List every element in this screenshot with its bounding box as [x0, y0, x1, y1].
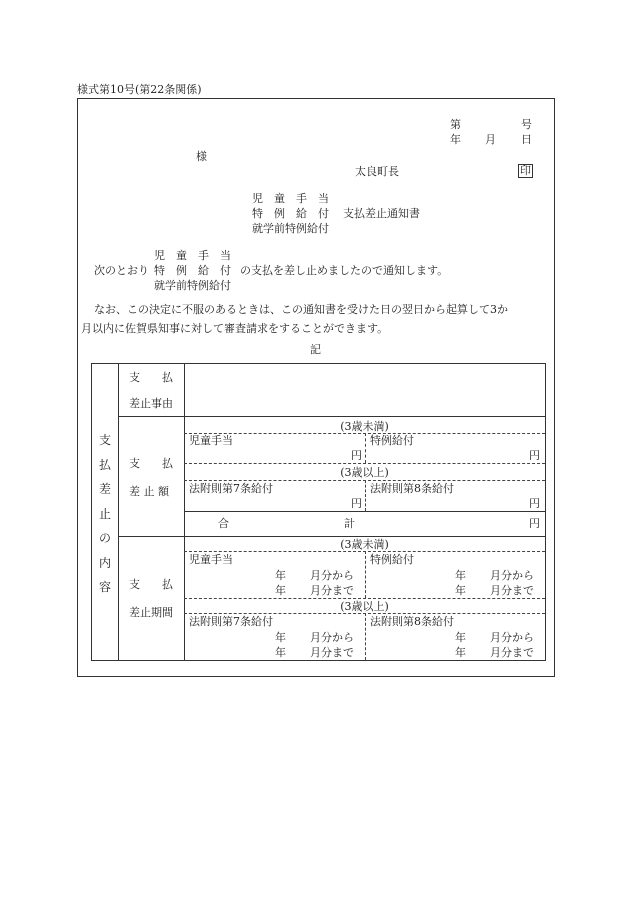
ki-heading: 記 [310, 343, 321, 356]
total-label-2: 計 [344, 517, 355, 530]
period-from-month: 月分から [310, 631, 354, 644]
period-year: 年 [455, 631, 466, 644]
side-label-char: の [98, 531, 111, 545]
date-day: 日 [521, 133, 532, 146]
side-label-char: 止 [98, 506, 111, 521]
amount-label-1: 支 払 [129, 457, 173, 470]
amount-art8-label: 法附則第8条給付 [370, 482, 454, 495]
side-label-char: 差 [98, 482, 111, 496]
details-table [91, 363, 546, 661]
number-prefix: 第 [450, 118, 461, 131]
reason-label-2: 差止事由 [129, 397, 173, 410]
total-yen: 円 [529, 517, 540, 530]
period-art7-label: 法附則第7条給付 [189, 615, 273, 628]
reason-label-1: 支 払 [129, 371, 173, 384]
date-month: 月 [485, 133, 496, 146]
period-over3-heading: (3歳以上) [340, 600, 389, 613]
body-intro-suffix: の支払を差し止めましたので通知します。 [240, 264, 449, 277]
form-label: 様式第10号(第22条関係) [77, 83, 202, 96]
period-from-month: 月分から [490, 569, 534, 582]
appeal-line-2: 月以内に佐賀県知事に対して審査請求をすることができます。 [81, 322, 389, 335]
side-label-char: 支 [98, 433, 111, 447]
amount-label-2: 差 止 額 [129, 485, 169, 498]
side-label-char: 払 [98, 457, 111, 472]
period-label-2: 差止期間 [129, 606, 173, 619]
period-year: 年 [275, 584, 286, 597]
period-under3-heading: (3歳未満) [340, 538, 389, 551]
period-year: 年 [455, 569, 466, 582]
title-line-1: 児 童 手 当 [252, 192, 329, 205]
amount-art8-yen: 円 [529, 497, 540, 510]
period-year: 年 [275, 569, 286, 582]
appeal-line-1: なお、この決定に不服のあるときは、この通知書を受けた日の翌日から起算して3か [94, 303, 508, 316]
period-year: 年 [275, 646, 286, 659]
body-allowance-1: 児 童 手 当 [154, 249, 231, 262]
date-year: 年 [450, 133, 461, 146]
amount-special-benefit-label: 特例給付 [370, 434, 414, 447]
period-to-month: 月分まで [490, 646, 534, 659]
period-special-benefit-label: 特例給付 [370, 553, 414, 566]
issuer-name: 太良町長 [355, 165, 399, 178]
amount-art7-label: 法附則第7条給付 [189, 482, 273, 495]
period-label-1: 支 払 [129, 578, 173, 591]
amount-over3-heading: (3歳以上) [340, 466, 389, 479]
period-to-month: 月分まで [490, 584, 534, 597]
seal-mark: 印 [520, 164, 531, 177]
period-art8-label: 法附則第8条給付 [370, 615, 454, 628]
amount-child-allowance-yen: 円 [351, 449, 362, 462]
body-allowance-3: 就学前特例給付 [154, 279, 231, 292]
amount-child-allowance-label: 児童手当 [189, 434, 233, 447]
side-label-char: 内 [98, 555, 111, 570]
side-label-char: 容 [98, 580, 111, 594]
number-suffix: 号 [521, 118, 532, 131]
amount-art7-yen: 円 [351, 497, 362, 510]
title-line-2: 特 例 給 付 [252, 207, 329, 220]
amount-under3-heading: (3歳未満) [340, 420, 389, 433]
total-label-1: 合 [218, 517, 229, 530]
period-year: 年 [455, 584, 466, 597]
period-child-allowance-label: 児童手当 [189, 553, 233, 566]
body-intro-prefix: 次のとおり [94, 264, 149, 277]
period-year: 年 [275, 631, 286, 644]
amount-special-benefit-yen: 円 [529, 449, 540, 462]
period-from-month: 月分から [490, 631, 534, 644]
period-to-month: 月分まで [310, 584, 354, 597]
title-line-3: 就学前特例給付 [252, 222, 329, 235]
period-to-month: 月分まで [310, 646, 354, 659]
period-year: 年 [455, 646, 466, 659]
body-allowance-2: 特 例 給 付 [154, 264, 231, 277]
addressee-suffix: 様 [196, 150, 207, 163]
period-from-month: 月分から [310, 569, 354, 582]
title-line-2-suffix: 支払差止通知書 [343, 207, 420, 220]
